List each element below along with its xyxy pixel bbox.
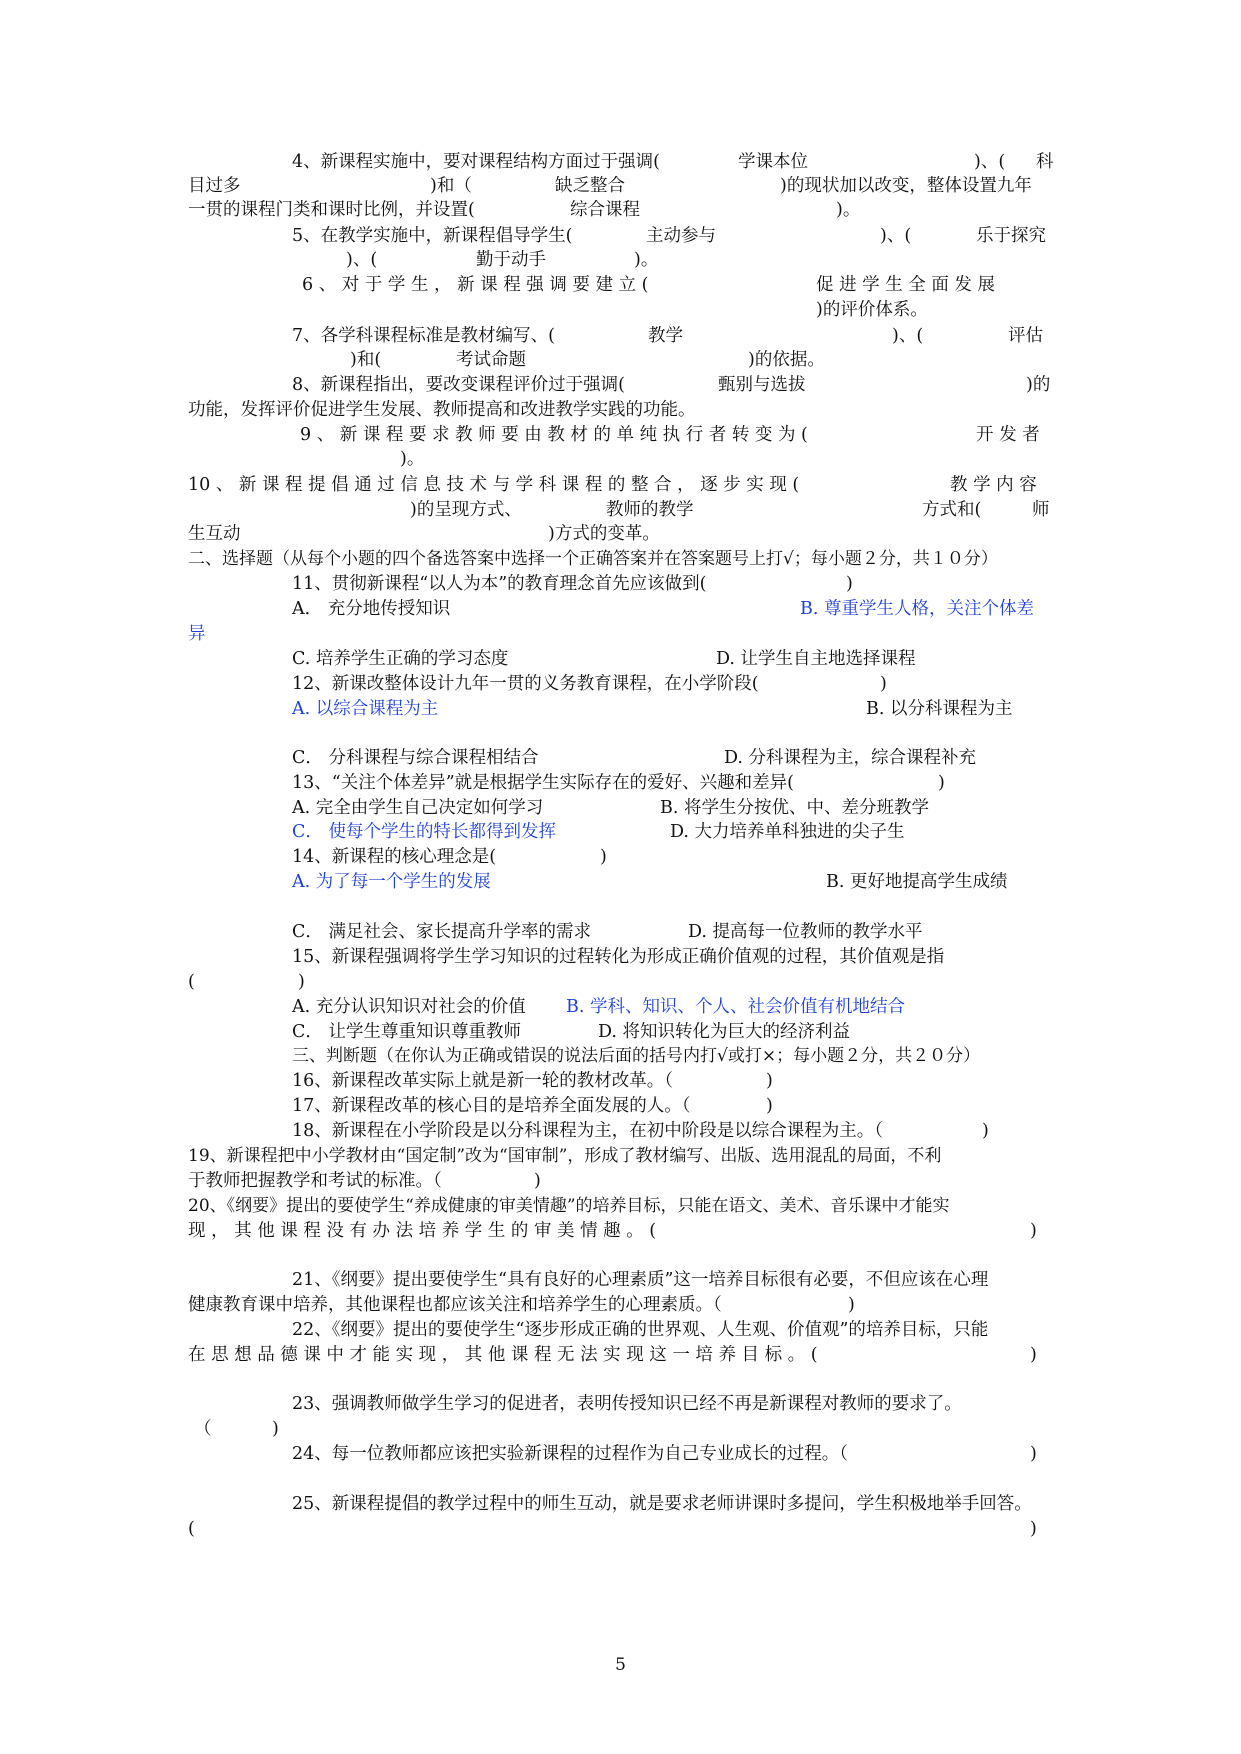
q15-close: ): [298, 972, 305, 992]
q8-answer: 甄别与选拔: [718, 375, 806, 395]
q14-option-a: A. 为了每一个学生的发展: [292, 872, 491, 892]
q10-line3a: 生互动: [188, 524, 241, 544]
q13-option-b: B. 将学生分按优、中、差分班教学: [660, 798, 929, 818]
q6-line2: )的评价体系。: [816, 300, 928, 320]
q7-answer-1: 教学: [648, 326, 683, 346]
q14-close: ): [600, 847, 607, 867]
q4-answer-1: 学课本位: [738, 152, 808, 172]
q11-option-a: A． 充分地传授知识: [292, 599, 451, 619]
q9-line1: 9 、 新 课 程 要 求 教 师 要 由 教 材 的 单 纯 执 行 者 转 变 为 (: [300, 425, 808, 445]
q10-answer-2: 教师的教学: [606, 500, 694, 520]
q4-answer-3: 缺乏整合: [555, 176, 625, 196]
q12-option-c: C． 分科课程与综合课程相结合: [292, 748, 539, 768]
q4-line2c: )的现状加以改变，整体设置九年: [780, 176, 1032, 196]
q13-close: ): [938, 773, 945, 793]
q10-line2b: 方式和(: [922, 500, 982, 520]
q6-line1: 6 、 对 于 学 生 ， 新 课 程 强 调 要 建 立 (: [302, 275, 649, 295]
q12-stem: 12、新课改整体设计九年一贯的义务教育课程，在小学阶段(: [292, 674, 759, 694]
q11-option-b-cont: 异: [188, 624, 206, 644]
q21-close: ): [848, 1295, 855, 1315]
q22-line2: 在 思 想 品 德 课 中 才 能 实 现 ， 其 他 课 程 无 法 实 现 这 一 培 养 目 标 。 (: [188, 1345, 818, 1365]
q23-close: ): [272, 1419, 279, 1439]
q7-answer-2: 评估: [1008, 326, 1043, 346]
q18-text: 18、新课程在小学阶段是以分科课程为主，在初中阶段是以综合课程为主。（: [292, 1121, 884, 1141]
q5-line1: 5、在教学实施中，新课程倡导学生(: [292, 226, 573, 246]
q4-answer-4: 综合课程: [570, 200, 640, 220]
q21-line1: 21、《纲要》提出要使学生“具有良好的心理素质”这一培养目标很有必要，不但应该在心理: [292, 1270, 989, 1290]
q10-line3b: )方式的变革。: [548, 524, 660, 544]
q15-stem: 15、新课程强调将学生学习知识的过程转化为形成正确价值观的过程，其价值观是指: [292, 947, 945, 967]
q4-line3b: )。: [836, 200, 861, 220]
q10-line2a: )的呈现方式、: [410, 500, 522, 520]
q15-option-a: A. 充分认识知识对社会的价值: [292, 997, 526, 1017]
q7-line2b: )的依据。: [748, 350, 825, 370]
page-number: 5: [615, 1655, 626, 1675]
q23-open: （: [194, 1419, 212, 1439]
q11-option-d: D. 让学生自主地选择课程: [716, 649, 916, 669]
q5-answer-2: 乐于探究: [976, 226, 1046, 246]
q17-close: ): [766, 1096, 773, 1116]
q7-answer-3: 考试命题: [456, 350, 526, 370]
q19-line2: 于教师把握教学和考试的标准。（: [188, 1171, 442, 1191]
q24-text: 24、每一位教师都应该把实验新课程的过程作为自己专业成长的过程。（: [292, 1444, 849, 1464]
q9-line2: )。: [400, 449, 425, 469]
q15-option-d: D. 将知识转化为巨大的经济利益: [598, 1022, 851, 1042]
q4-answer-2-start: 科: [1036, 152, 1054, 172]
q19-close: ): [534, 1171, 541, 1191]
q8-line1: 8、新课程指出，要改变课程评价过于强调(: [292, 375, 625, 395]
q22-line1: 22、《纲要》提出的要使学生“逐步形成正确的世界观、人生观、价值观”的培养目标，只能: [292, 1320, 989, 1340]
q8-line1-end: )的: [1026, 375, 1051, 395]
q20-line1: 20、《纲要》提出的要使学生“养成健康的审美情趣”的培养目标，只能在语文、美术、音乐课中才能实: [188, 1196, 950, 1216]
q5-answer-3: 勤于动手: [476, 250, 546, 270]
q10-line1: 10 、 新 课 程 提 倡 通 过 信 息 技 术 与 学 科 课 程 的 整 合 ， 逐 步 实 现 (: [188, 475, 800, 495]
q22-close: ): [1030, 1345, 1037, 1365]
q5-line2a: )、(: [346, 250, 378, 270]
q11-option-c: C. 培养学生正确的学习态度: [292, 649, 509, 669]
q15-option-c: C． 让学生尊重知识尊重教师: [292, 1022, 521, 1042]
q25-close: ): [1030, 1519, 1037, 1539]
q9-answer: 开 发 者: [976, 425, 1040, 445]
q12-option-d: D. 分科课程为主，综合课程补充: [724, 748, 977, 768]
q17-text: 17、新课程改革的核心目的是培养全面发展的人。（: [292, 1096, 691, 1116]
q25-line1: 25、新课程提倡的教学过程中的师生互动，就是要求老师讲课时多提问，学生积极地举手回答。: [292, 1494, 1032, 1514]
q11-stem: 11、贯彻新课程“以人为本”的教育理念首先应该做到(: [292, 574, 707, 594]
q14-stem: 14、新课程的核心理念是(: [292, 847, 497, 867]
q12-option-a: A. 以综合课程为主: [292, 699, 439, 719]
q25-open: (: [188, 1519, 195, 1539]
q20-close: ): [1030, 1221, 1037, 1241]
q7-line1: 7、各学科课程标准是教材编写、(: [292, 326, 555, 346]
q4-line3a: 一贯的课程门类和课时比例，并设置(: [188, 200, 475, 220]
q4-line2a: 目过多: [188, 176, 241, 196]
q14-option-c: C． 满足社会、家长提高升学率的需求: [292, 922, 591, 942]
q6-answer: 促 进 学 生 全 面 发 展: [816, 275, 995, 295]
q20-line2: 现 ， 其 他 课 程 没 有 办 法 培 养 学 生 的 审 美 情 趣 。 (: [188, 1221, 657, 1241]
q5-answer-1: 主动参与: [646, 226, 716, 246]
section-3-heading: 三、判断题（在你认为正确或错误的说法后面的括号内打√或打×；每小题２分，共２０分）: [292, 1046, 981, 1066]
q16-close: ): [766, 1071, 773, 1091]
q13-option-a: A. 完全由学生自己决定如何学习: [292, 798, 544, 818]
q21-line2: 健康教育课中培养，其他课程也都应该关注和培养学生的心理素质。（: [188, 1295, 722, 1315]
q11-option-b: B. 尊重学生人格，关注个体差: [800, 599, 1034, 619]
q12-close: ): [880, 674, 887, 694]
q15-open: (: [188, 972, 195, 992]
q15-option-b: B. 学科、知识、个人、社会价值有机地结合: [566, 997, 905, 1017]
q12-option-b: B. 以分科课程为主: [866, 699, 1013, 719]
section-2-heading: 二、选择题（从每个小题的四个备选答案中选择一个正确答案并在答案题号上打√；每小题２分，共１０分）: [188, 549, 998, 569]
q13-option-c: C． 使每个学生的特长都得到发挥: [292, 822, 556, 842]
q23-line1: 23、强调教师做学生学习的促进者，表明传授知识已经不再是新课程对教师的要求了。: [292, 1394, 962, 1414]
q4-mid: )、(: [974, 152, 1006, 172]
q13-option-d: D. 大力培养单科独进的尖子生: [670, 822, 905, 842]
q4-line2b: )和（: [430, 176, 472, 196]
q5-mid: )、(: [880, 226, 912, 246]
q10-answer-3: 师: [1032, 500, 1050, 520]
q19-line1: 19、新课程把中小学教材由“国定制”改为“国审制”，形成了教材编写、出版、选用混乱的局面，不利: [188, 1146, 942, 1166]
q10-answer-1: 教 学 内 容: [950, 475, 1037, 495]
q7-mid: )、(: [892, 326, 924, 346]
q11-close: ): [846, 574, 853, 594]
q4-line1: 4、新课程实施中，要对课程结构方面过于强调(: [292, 152, 660, 172]
q24-close: ): [1030, 1444, 1037, 1464]
q14-option-b: B. 更好地提高学生成绩: [826, 872, 1008, 892]
q18-close: ): [982, 1121, 989, 1141]
q8-line2: 功能，发挥评价促进学生发展、教师提高和改进教学实践的功能。: [188, 400, 696, 420]
q13-stem: 13、“关注个体差异”就是根据学生实际存在的爱好、兴趣和差异(: [292, 773, 794, 793]
q16-text: 16、新课程改革实际上就是新一轮的教材改革。（: [292, 1071, 674, 1091]
q7-line2a: )和(: [350, 350, 382, 370]
q14-option-d: D. 提高每一位教师的教学水平: [688, 922, 923, 942]
q5-line2b: )。: [634, 250, 659, 270]
